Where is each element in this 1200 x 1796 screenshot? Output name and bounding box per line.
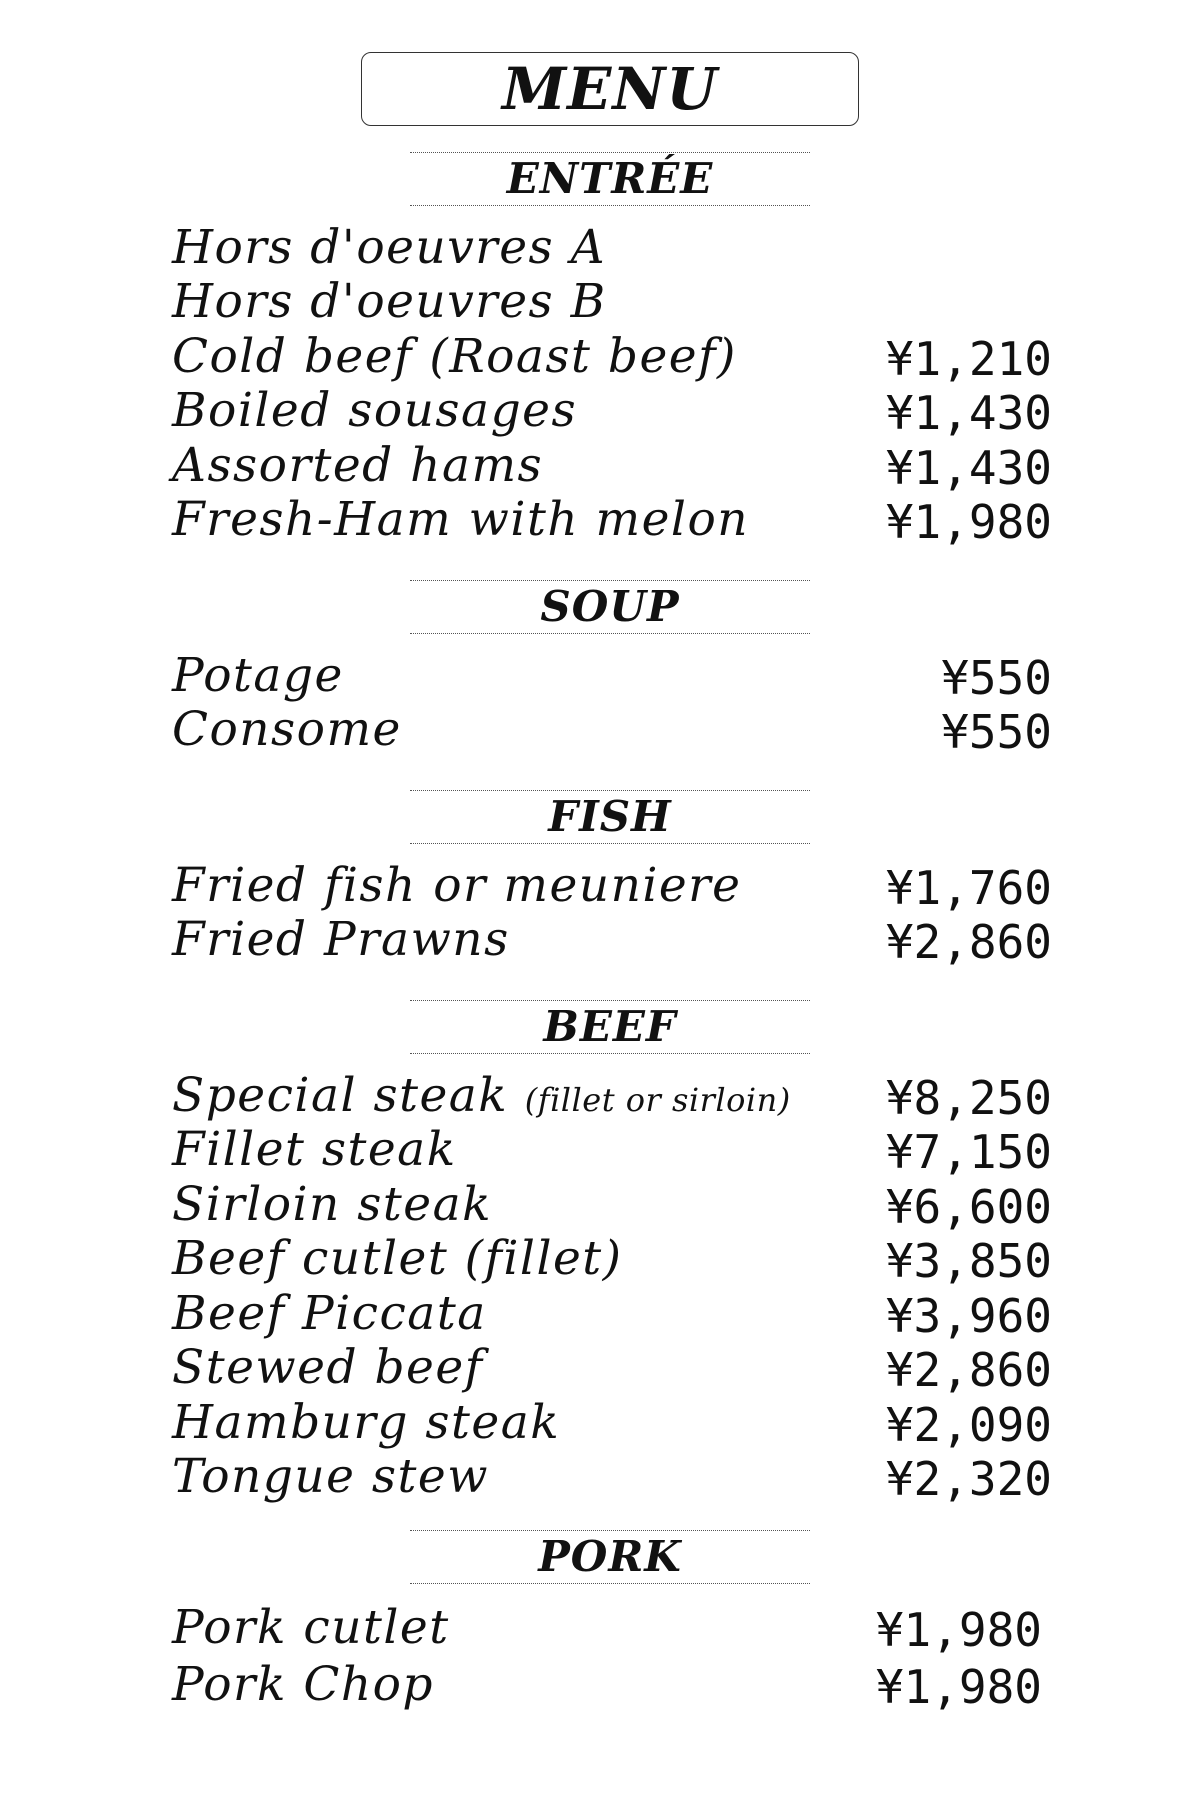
item-price: ¥3,850 [885, 1234, 1052, 1288]
menu-item [172, 1176, 1052, 1234]
item-price: ¥8,250 [885, 1070, 1052, 1125]
item-price: ¥2,860 [885, 915, 1052, 969]
item-price: ¥1,760 [885, 860, 1052, 915]
menu-item [172, 1600, 1052, 1657]
item-name: Fried fish or meuniere [172, 857, 742, 913]
menu-item [172, 702, 1052, 760]
menu-item [172, 437, 1052, 495]
item-name [172, 1067, 791, 1123]
menu-item [172, 274, 1052, 332]
item-name: Fried Prawns [172, 912, 510, 967]
item-name: Cold beef (Roast beef) [172, 328, 737, 384]
item-price: ¥3,960 [885, 1288, 1052, 1343]
section-items-entree [172, 219, 1052, 549]
section-items-beef [172, 1067, 1052, 1506]
section-header-soup [410, 580, 810, 634]
item-price: ¥2,090 [885, 1397, 1052, 1452]
item-price: ¥6,600 [885, 1179, 1052, 1234]
menu-item [172, 1449, 1052, 1507]
menu-item [172, 383, 1052, 441]
item-price: ¥2,860 [885, 1343, 1052, 1397]
item-price: ¥2,320 [885, 1452, 1052, 1506]
item-price: ¥1,430 [885, 440, 1052, 495]
item-note: (fillet or sirloin) [524, 1080, 791, 1119]
item-price: ¥1,980 [875, 1660, 1042, 1714]
section-title: FISH [548, 792, 672, 841]
menu-item [172, 912, 1052, 970]
item-name: Consome [172, 702, 402, 757]
section-title: BEEF [543, 1002, 677, 1051]
item-name: Sirloin steak [172, 1176, 493, 1232]
item-name: Beef Piccata [172, 1285, 487, 1341]
item-name: Pork cutlet [172, 1600, 450, 1655]
menu-item [172, 647, 1052, 705]
item-name: Hors d'oeuvres A [172, 219, 607, 275]
section-title: ENTRÉE [506, 154, 714, 203]
item-name: Hors d'oeuvres B [172, 274, 607, 329]
menu-title-box [361, 52, 859, 126]
item-name: Hamburg steak [172, 1394, 561, 1450]
item-name: Potage [172, 647, 344, 703]
item-price: ¥7,150 [885, 1125, 1052, 1179]
item-name: Tongue stew [172, 1449, 489, 1504]
item-name: Stewed beef [172, 1340, 484, 1395]
menu-item [172, 1394, 1052, 1452]
section-items-fish [172, 857, 1052, 969]
item-name: Fresh-Ham with melon [172, 492, 750, 547]
item-name: Pork Chop [172, 1657, 435, 1712]
item-name: Boiled sousages [172, 383, 578, 438]
menu-item [172, 1067, 1052, 1125]
item-price: ¥1,980 [885, 495, 1052, 549]
item-name-text: Special steak [172, 1067, 509, 1123]
menu-item [172, 1340, 1052, 1398]
section-header-entree [410, 152, 810, 206]
menu-item [172, 492, 1052, 550]
section-header-beef [410, 1000, 810, 1054]
menu-item [172, 219, 1052, 277]
section-title: SOUP [540, 582, 680, 631]
section-title: PORK [538, 1532, 682, 1581]
menu-item [172, 328, 1052, 386]
section-header-pork [410, 1530, 810, 1584]
menu-item [172, 1657, 1052, 1714]
menu-item [172, 1122, 1052, 1180]
menu-item [172, 1231, 1052, 1289]
item-price: ¥550 [941, 705, 1052, 759]
item-price: ¥1,210 [885, 331, 1052, 386]
item-price: ¥1,980 [875, 1603, 1042, 1657]
item-name: Assorted hams [172, 437, 544, 493]
section-items-pork [172, 1600, 1052, 1714]
section-items-soup [172, 647, 1052, 759]
menu-item [172, 1285, 1052, 1343]
item-price: ¥550 [941, 650, 1052, 705]
menu-item [172, 857, 1052, 915]
item-name: Beef cutlet (fillet) [172, 1231, 623, 1286]
item-price: ¥1,430 [885, 386, 1052, 440]
item-name: Fillet steak [172, 1122, 457, 1177]
section-header-fish [410, 790, 810, 844]
menu-title: MENU [501, 55, 718, 123]
